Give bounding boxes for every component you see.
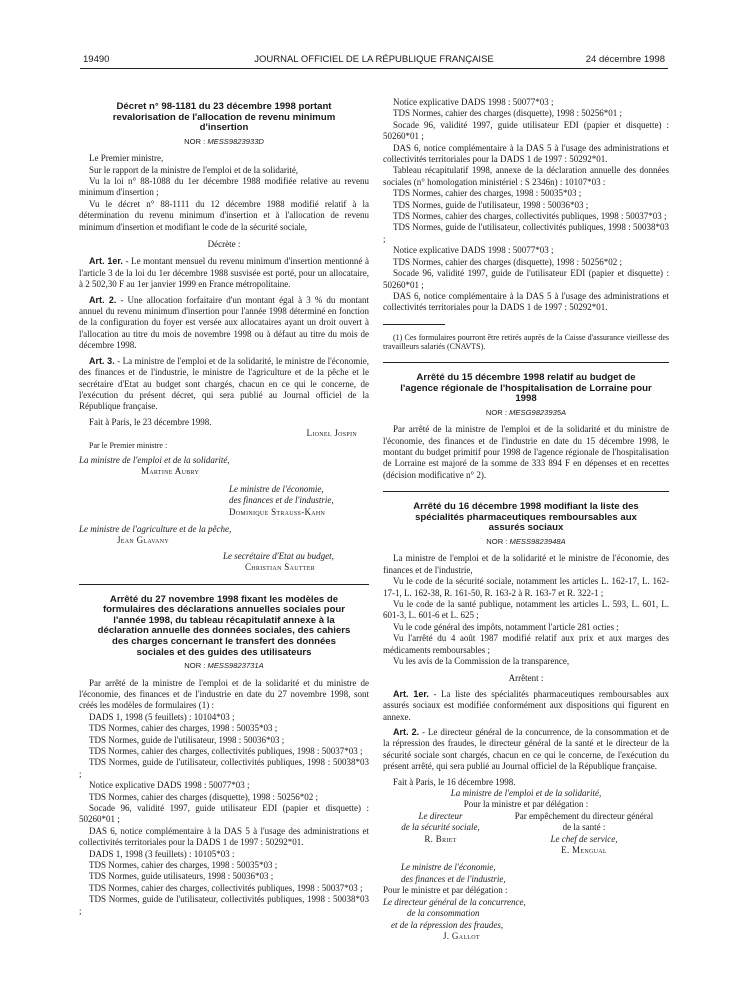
signer-gallot: J. Gallot (443, 930, 480, 941)
chef-service: Le chef de service, (550, 833, 618, 844)
decret-art3: Art. 3. - La ministre de l'emploi et de la solidarité, le ministre de l'économie, des finances et de l'industrie, le ministre de l'agriculture et de la pêche et le secrétaire d'Etat au budget sont chargés, chacun en ce qui le concerne, de l'exécution du présent décret, qui sera publié au Journal officiel de la République française. (79, 355, 369, 412)
arrete1-left-list (79, 712, 369, 917)
form-list-item: TDS Normes, guide utilisateurs, 1998 : 50036*03 ; (89, 871, 274, 882)
arrete3-p6: Vu les avis de la Commission de la transparence, (393, 655, 570, 666)
header-rule (80, 68, 668, 69)
form-list-item: Socade 96, validité 1997, guide de l'utilisateur EDI (papier et disquette) : 50260*01 ; (383, 268, 669, 290)
form-list-item: DAS 6, notice complémentaire à la DAS 5 à l'usage des administrations et collectivités territoriales pour la DADS 1 de 1997 : 50292*01. (79, 825, 369, 848)
ministre-economie-2: des finances et de l'industrie, (229, 495, 334, 506)
arrete1-title: Arrêté du 27 novembre 1998 fixant les modèles de formulaires des déclarations annuelles sociales pour l'année 1998, du tableau récapitulatif annexe à la déclaration annuelle des données sociales, des cahiers des charges concernant le transfert des données sociales et des guides des utilisateurs (97, 593, 351, 658)
arrete2-nor: NOR : MESG9823935A (485, 407, 567, 417)
arrete3-p3: Vu le code de la santé publique, notamment les articles L. 593, L. 601, L. 601-3, L. 601-6 et L. 625 ; (383, 598, 669, 621)
arrete3-min-eco-2: des finances et de l'industrie, (401, 873, 506, 884)
form-list-item: TDS Normes, guide de l'utilisateur, 1998 : 50036*03 ; (89, 734, 285, 745)
ministre-economie-1: Le ministre de l'économie, (229, 483, 324, 494)
arrete3-p4: Vu le code général des impôts, notamment l'article 281 octies ; (393, 621, 619, 632)
issue-date: 24 décembre 1998 (585, 54, 665, 65)
signature-dss (383, 811, 498, 857)
arrete1-footnote: (1) Ces formulaires pourront être retirés auprès de la Caisse d'assurance vieillesse des travailleurs salariés (CNAVTS). (383, 332, 669, 352)
decret-decrete: Décrète : (207, 239, 241, 250)
decret-p3: Vu la loi n° 88-1088 du 1er décembre 1988 modifiée relative au revenu minimum d'insertion ; (79, 176, 369, 198)
page-header (83, 54, 665, 68)
arrete2-body: Par arrêté de la ministre de l'emploi et de la solidarité et du ministre de l'économie, des finances et de l'industrie en date du 15 décembre 1998, le montant du budget primitif pour 1998 de l'agence régionale de l'hospitalisation de Lorraine est majoré de la somme de 333 894 F en dépenses et en recettes (décision modificative n° 2). (383, 424, 669, 480)
signer-sautter: Christian Sautter (245, 562, 316, 573)
signer-briet: R. Briet (424, 833, 457, 844)
form-list-item: Socade 96, validité 1997, guide utilisateur EDI (papier et disquette) : 50260*01 ; (79, 803, 369, 825)
secretaire-budget: Le secrétaire d'Etat au budget, (223, 550, 334, 561)
form-list-item: TDS Normes, cahier des charges, collectivités publiques, 1998 : 50037*03 ; (89, 882, 363, 893)
par-premier-ministre: Par le Premier ministre : (89, 440, 168, 450)
form-list-item: TDS Normes, guide de l'utilisateur, 1998 : 50036*03 ; (393, 199, 589, 210)
arrete3-p5: Vu l'arrêté du 4 août 1987 modifié relatif aux prix et aux marges des médicaments remboursables ; (383, 633, 669, 655)
form-list-item: DADS 1, 1998 (5 feuillets) : 10104*03 ; (89, 711, 235, 722)
form-list-item: TDS Normes, cahier des charges, 1998 : 50035*03 ; (89, 860, 278, 871)
arrete3-nor: NOR : MESS9823948A (486, 536, 566, 546)
signer-aubry: Martine Aubry (141, 466, 200, 477)
arrete3-p2: Vu le code de la sécurité sociale, notamment les articles L. 162-17, L. 162-17-1, L. 162-38, R. 161-50, R. 163-2 à R. 163-7 et R. 322-1 ; (383, 576, 669, 598)
dgccrf-line2: de la consommation (407, 908, 480, 919)
form-list-item: Tableau récapitulatif 1998, annexe de la déclaration annuelle des données sociales (n° homologation ministériel : S 2346n) : 10107*03 : (383, 165, 669, 187)
right-column (383, 97, 669, 942)
form-list-item: TDS Normes, guide de l'utilisateur, collectivités publiques, 1998 : 50038*03 ; (383, 222, 669, 244)
journal-title: JOURNAL OFFICIEL DE LA RÉPUBLIQUE FRANÇAISE (254, 54, 494, 65)
form-list-item: TDS Normes, cahier des charges (disquette), 1998 : 50256*02 ; (89, 791, 319, 802)
decret-fait: Fait à Paris, le 23 décembre 1998. (89, 416, 212, 427)
footnote-rule (383, 324, 445, 325)
decret-p1: Le Premier ministre, (89, 153, 164, 164)
page-number: 19490 (83, 54, 110, 65)
dgccrf-line1: Le directeur général de la concurrence, (383, 896, 526, 907)
form-list-item: Socade 96, validité 1997, guide utilisateur EDI (papier et disquette) : 50260*01 ; (383, 119, 669, 142)
ministre-agriculture: Le ministre de l'agriculture et de la pêche, (79, 523, 232, 534)
left-column (79, 102, 369, 917)
decret-p4: Vu le décret n° 88-1111 du 12 décembre 1988 modifié relatif à la détermination du revenu minimum d'insertion et à l'allocation de revenu minimum d'insertion et modifiant le code de la sécurité sociale, (79, 198, 369, 232)
dgs-line2: de la santé : (562, 822, 606, 833)
arrete3-pour-min: Pour la ministre et par délégation : (463, 799, 589, 810)
dgs-line1: Par empêchement du directeur général (514, 810, 654, 821)
form-list-item: Notice explicative DADS 1998 : 50077*03 ; (393, 97, 554, 107)
decret-art2: Art. 2. - Une allocation forfaitaire d'un montant égal à 3 % du montant annuel du revenu minimum d'insertion pour l'année 1998 déterminé en fonction de la configuration du foyer est versée aux allocataires ayant un droit ouvert à l'allocation au titre du mois de novembre 1998 ou à défaut au titre du mois de décembre 1998. (79, 294, 370, 351)
arrete3-art1: Art. 1er. - La liste des spécialités pharmaceutiques remboursables aux assurés sociaux est modifiée conformément aux dispositions qui figurent en annexe. (383, 688, 669, 722)
decret-nor: NOR : MESS9823933D (184, 136, 264, 146)
arrete3-min-emploi: La ministre de l'emploi et de la solidarité, (450, 788, 602, 799)
arrete3-p1: La ministre de l'emploi et de la solidarité et le ministre de l'économie, des finances et de l'industrie, (383, 553, 669, 575)
form-list-item: DAS 6, notice complémentaire à la DAS 5 à l'usage des administrations et collectivités territoriales pour la DADS 1 de 1997 : 50292*01. (383, 290, 669, 313)
arrete3-art2: Art. 2. - Le directeur général de la concurrence, de la consommation et de la répression des fraudes, le directeur général de la santé et le directeur de la sécurité sociale sont chargés, chacun en ce qui le concerne, de l'exécution du présent arrêté, qui sera publié au Journal officiel de la République française. (383, 727, 669, 772)
signature-block (383, 811, 669, 857)
form-list-item: TDS Normes, guide de l'utilisateur, collectivités publiques, 1998 : 50038*03 ; (79, 894, 369, 916)
arrete3-arretent: Arrêtent : (508, 673, 544, 684)
signer-glavany: Jean Glavany (117, 535, 169, 546)
form-list-item: Notice explicative DADS 1998 : 50077*03 ; (89, 780, 250, 791)
signer-mengual: E. Mengual (561, 845, 607, 856)
dgccrf-line3: et de la répression des fraudes, (391, 919, 504, 930)
decret-art1: Art. 1er. - Le montant mensuel du revenu minimum d'insertion mentionné à l'article 3 de la loi du 1er décembre 1988 susvisée est porté, pour un allocataire, à 2 502,30 F au 1er janvier 1999 en France métropolitaine. (79, 256, 369, 290)
arrete1-nor: NOR : MESS9823731A (184, 661, 264, 671)
dss-line2: de la sécurité sociale, (401, 822, 480, 833)
form-list-item: TDS Normes, guide de l'utilisateur, collectivités publiques, 1998 : 50038*03 ; (79, 757, 369, 779)
form-list-item: TDS Normes, cahier des charges (disquette), 1998 : 50256*01 ; (393, 108, 623, 119)
arrete3-title: Arrêté du 16 décembre 1998 modifiant la liste des spécialités pharmaceutiques remboursables aux assurés sociaux (413, 501, 639, 534)
arrete3-pour-min2: Pour le ministre et par délégation : (383, 885, 508, 896)
arrete1-right-list (383, 97, 669, 314)
arrete3-min-eco-1: Le ministre de l'économie, (401, 862, 496, 873)
decret-p2: Sur le rapport de la ministre de l'emploi et de la solidarité, (89, 164, 299, 175)
form-list-item: TDS Normes, cahier des charges (disquette), 1998 : 50256*02 ; (393, 256, 623, 267)
dss-line1: Le directeur (418, 810, 463, 821)
form-list-item: TDS Normes, cahier des charges, collectivités publiques, 1998 : 50037*03 ; (89, 746, 363, 756)
decret-title: Décret n° 98-1181 du 23 décembre 1998 portant revalorisation de l'allocation de revenu minimum d'insertion (112, 101, 336, 134)
arrete1-intro: Par arrêté de la ministre de l'emploi et de la solidarité et du ministre de l'économie, des finances et de l'industrie en date du 27 novembre 1998, sont créés les modèles de formulaires (1) : (79, 677, 369, 711)
arrete2-title: Arrêté du 15 décembre 1998 relatif au budget de l'agence régionale de l'hospitalisation de Lorraine pour 1998 (400, 371, 652, 405)
signer-dsk: Dominique Strauss-Kahn (229, 506, 326, 517)
arrete3-fait: Fait à Paris, le 16 décembre 1998. (393, 776, 516, 787)
form-list-item: DADS 1, 1998 (3 feuillets) : 10105*03 : (89, 848, 235, 859)
ministre-emploi: La ministre de l'emploi et de la solidarité, (79, 454, 230, 465)
form-list-item: TDS Normes, cahier des charges, collectivités publiques, 1998 : 50037*03 ; (393, 211, 667, 222)
form-list-item: TDS Normes, cahier des charges, 1998 : 50035*03 ; (89, 723, 278, 734)
signature-dgs (499, 811, 669, 857)
signer-jospin: Lionel Jospin (306, 428, 357, 439)
form-list-item: TDS Normes, cahier des charges, 1998 : 50035*03 ; (393, 188, 582, 199)
form-list-item: Notice explicative DADS 1998 : 50077*03 ; (393, 245, 554, 256)
form-list-item: DAS 6, notice complémentaire à la DAS 5 à l'usage des administrations et collectivités territoriales pour la DADS 1 de 1997 : 50292*01. (383, 142, 669, 165)
